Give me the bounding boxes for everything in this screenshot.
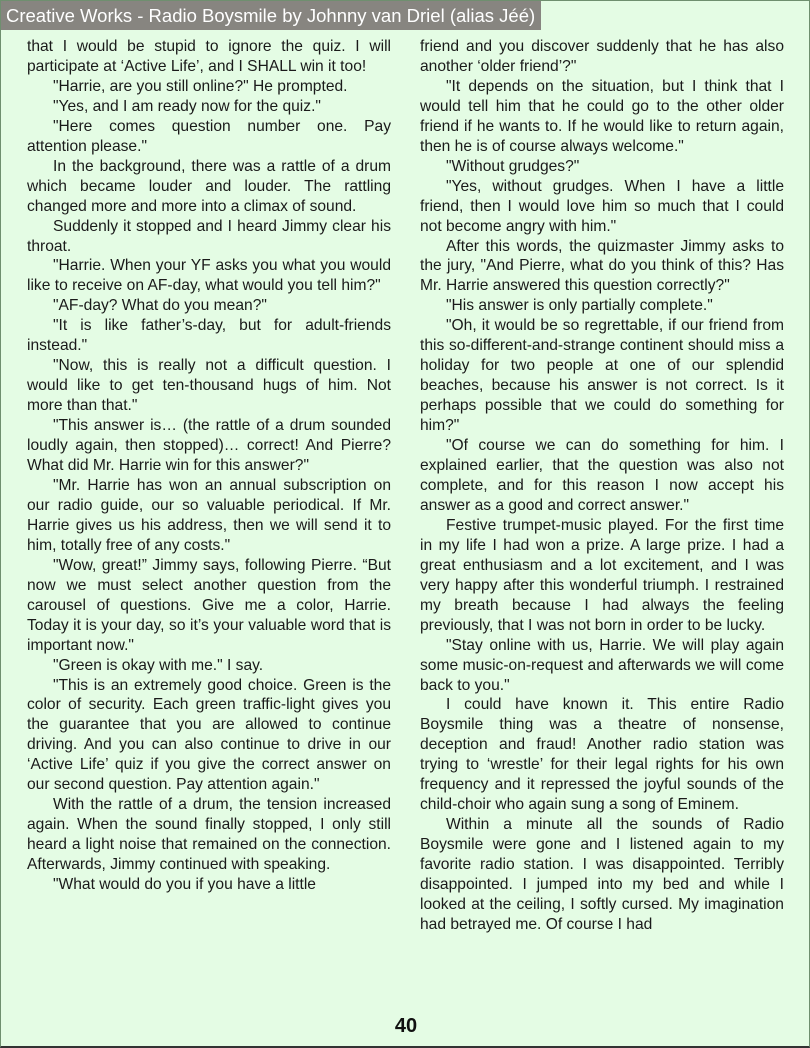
paragraph: Suddenly it stopped and I heard Jimmy clear his throat. [27, 217, 391, 255]
paragraph: "His answer is only partially complete." [446, 297, 713, 315]
paragraph: "Oh, it would be so regrettable, if our friend from this so-different-and-strange continent should miss a holiday for two people at one of our splendid beaches, because his answer is not correct. Is it perhaps possible that we could do something for him?" [420, 317, 784, 435]
paragraph: Festive trumpet-music played. For the first time in my life I had won a prize. A large prize. I had a great enthusiasm and a lot excitement, and I was very happy after this wonderful triumph. I restrained my breath because I had always the feeling previously, that I was not born in order to be lucky. [420, 516, 784, 634]
paragraph: "Harrie. When your YF asks you what you would like to receive on AF-day, what would you tell him?" [27, 257, 391, 295]
paragraph: "Yes, without grudges. When I have a little friend, then I would love him so much that I could not become angry with him." [420, 177, 784, 235]
paragraph: "Now, this is really not a difficult question. I would like to get ten-thousand hugs of him. Not more than that." [27, 357, 391, 415]
paragraph: "Harrie, are you still online?" He prompted. [53, 77, 348, 95]
paragraph: that I would be stupid to ignore the quiz. I will participate at ‘Active Life’, and I SHALL win it too! [27, 38, 391, 75]
paragraph: "It depends on the situation, but I think that I would tell him that he could go to the other older friend if he wants to. If he would like to return again, then he is of course always welcome." [420, 77, 784, 155]
paragraph: "This is an extremely good choice. Green is the color of security. Each green traffic-light gives you the guarantee that you are allowed to continue driving. And you can also continue to drive in our ‘Active Life’ quiz if you give the correct answer on our second question. Pay attention again." [27, 676, 391, 794]
paragraph: "Mr. Harrie has won an annual subscription on our radio guide, our so valuable periodical. If Mr. Harrie gives us his address, then we will send it to him, totally free of any costs." [27, 476, 391, 554]
paragraph: After this words, the quizmaster Jimmy asks to the jury, "And Pierre, what do you think of this? Has Mr. Harrie answered this question correctly?" [420, 237, 784, 295]
page-number: 40 [394, 1015, 418, 1037]
left-column [27, 37, 391, 895]
paragraph: "Without grudges?" [446, 157, 580, 175]
paragraph: "Of course we can do something for him. I explained earlier, that the question was also not complete, and for this reason I now accept his answer as a good and correct answer." [420, 437, 784, 514]
paragraph: "What would do you if you have a little [53, 876, 316, 894]
paragraph: In the background, there was a rattle of a drum which became louder and louder. The rattling changed more and more into a climax of sound. [27, 157, 391, 215]
paragraph: "Here comes question number one. Pay attention please." [27, 117, 391, 155]
paragraph: With the rattle of a drum, the tension increased again. When the sound finally stopped, I only still heard a light noise that remained on the connection. Afterwards, Jimmy continued with speaking. [27, 796, 391, 874]
paragraph: "Stay online with us, Harrie. We will play again some music-on-request and afterwards we will come back to you." [420, 636, 784, 694]
paragraph: "Wow, great!” Jimmy says, following Pierre. “But now we must select another question from the carousel of questions. Give me a color, Harrie. Today it is your day, so it’s your valuable word that is important now." [27, 556, 391, 654]
paragraph: "It is like father’s-day, but for adult-friends instead." [27, 317, 391, 355]
paragraph: Within a minute all the sounds of Radio Boysmile were gone and I listened again to my favorite radio station. I was disappointed. Terribly disappointed. I jumped into my bed and while I looked at the ceiling, I softly cursed. My imagination had betrayed me. Of course I had [420, 816, 784, 933]
paragraph: friend and you discover suddenly that he has also another ‘older friend’?" [420, 38, 784, 75]
paragraph: "AF-day? What do you mean?" [53, 297, 267, 315]
paragraph: "This answer is… (the rattle of a drum sounded loudly again, then stopped)… correct! And Pierre? What did Mr. Harrie win for this answer?" [27, 417, 391, 475]
right-column [420, 37, 784, 935]
paragraph: "Green is okay with me." I say. [53, 656, 264, 674]
paragraph: "Yes, and I am ready now for the quiz." [53, 97, 321, 115]
running-header: Creative Works - Radio Boysmile by Johnny van Driel (alias Jéé) [1, 1, 541, 30]
paragraph: I could have known it. This entire Radio Boysmile thing was a theatre of nonsense, deception and fraud! Another radio station was trying to ‘wrestle’ for their legal rights for his own frequency and it repressed the joyful sounds of the child-choir who again sung a song of Eminem. [420, 696, 784, 814]
